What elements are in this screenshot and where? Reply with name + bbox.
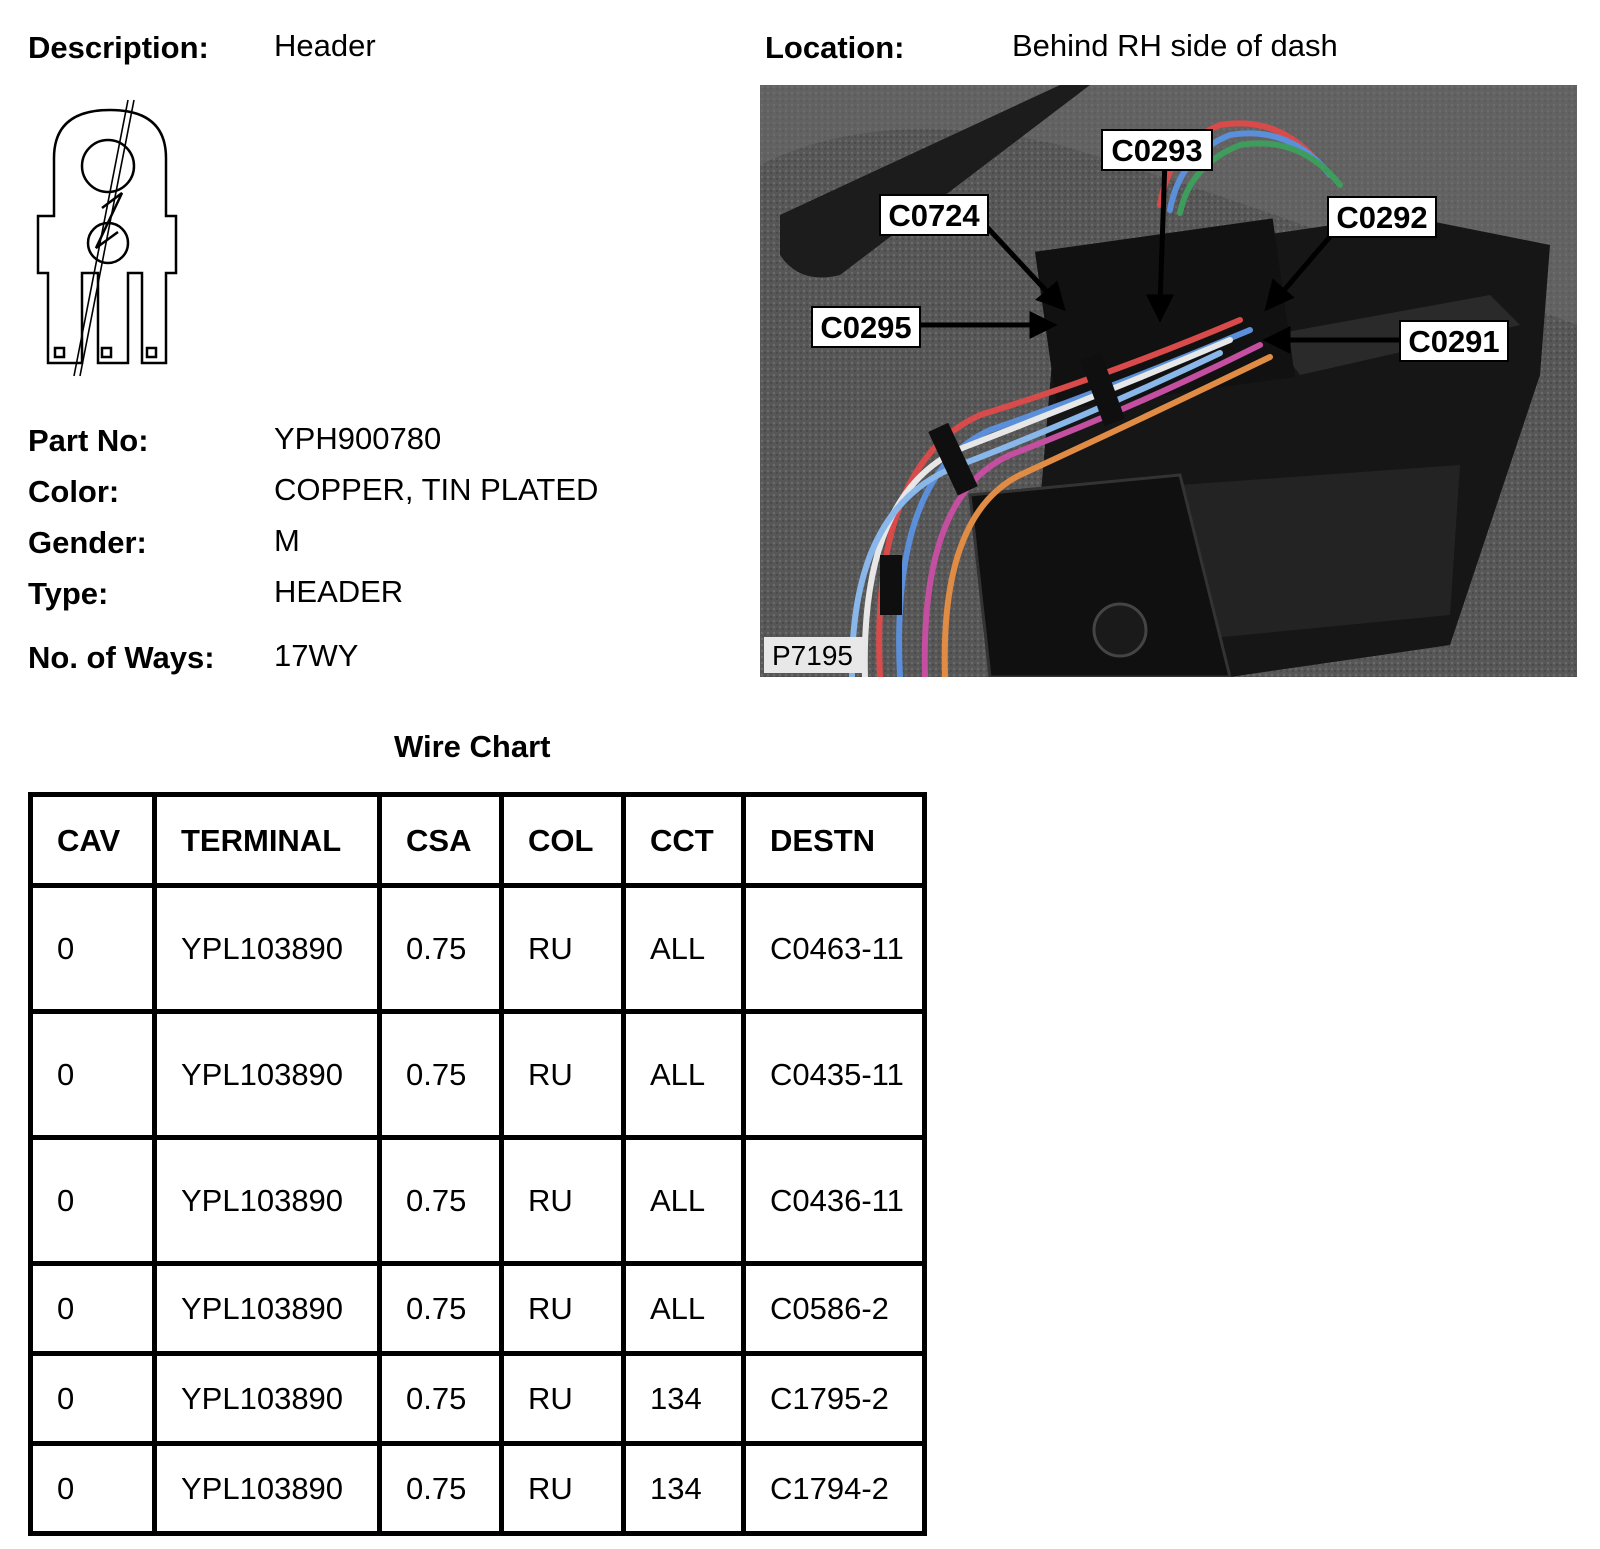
cell-cav: 0 (31, 1444, 155, 1534)
cell-csa: 0.75 (380, 1012, 502, 1138)
cell-csa: 0.75 (380, 1444, 502, 1534)
cell-destn: C0436-11 (744, 1138, 925, 1264)
cell-col: RU (502, 1264, 624, 1354)
cell-cav: 0 (31, 1354, 155, 1444)
cell-csa: 0.75 (380, 1264, 502, 1354)
cell-cct: ALL (624, 1264, 744, 1354)
cell-cav: 0 (31, 1138, 155, 1264)
location-label: Location: (765, 30, 905, 65)
cell-cav: 0 (31, 886, 155, 1012)
wire-chart-table (28, 792, 927, 1536)
col-header-destn: DESTN (744, 795, 925, 886)
cell-col: RU (502, 886, 624, 1012)
cell-col: RU (502, 1444, 624, 1534)
cell-cct: 134 (624, 1444, 744, 1534)
part-no-label: Part No: (28, 423, 149, 458)
cell-destn: C1795-2 (744, 1354, 925, 1444)
type-label: Type: (28, 576, 109, 611)
cell-terminal: YPL103890 (155, 1444, 380, 1534)
callout-c0295: C0295 (820, 310, 912, 345)
cell-destn: C0463-11 (744, 886, 925, 1012)
col-header-cav: CAV (31, 795, 155, 886)
description-value: Header (274, 28, 376, 63)
col-header-csa: CSA (380, 795, 502, 886)
cell-terminal: YPL103890 (155, 1264, 380, 1354)
ways-label: No. of Ways: (28, 640, 215, 675)
callout-c0724: C0724 (888, 198, 980, 233)
cell-csa: 0.75 (380, 1138, 502, 1264)
table-row (31, 886, 925, 1012)
wire-chart-title: Wire Chart (394, 729, 551, 764)
col-header-col: COL (502, 795, 624, 886)
cell-col: RU (502, 1354, 624, 1444)
callout-c0293: C0293 (1111, 133, 1203, 168)
cell-destn: C0435-11 (744, 1012, 925, 1138)
col-header-cct: CCT (624, 795, 744, 886)
cell-cct: 134 (624, 1354, 744, 1444)
description-label: Description: (28, 30, 209, 65)
cell-cct: ALL (624, 1012, 744, 1138)
cell-csa: 0.75 (380, 886, 502, 1012)
table-row (31, 1138, 925, 1264)
cell-col: RU (502, 1138, 624, 1264)
cell-cct: ALL (624, 1138, 744, 1264)
color-value: COPPER, TIN PLATED (274, 472, 599, 507)
cell-cav: 0 (31, 1264, 155, 1354)
callout-c0292: C0292 (1336, 200, 1428, 235)
cell-terminal: YPL103890 (155, 1354, 380, 1444)
cell-terminal: YPL103890 (155, 1138, 380, 1264)
gender-value: M (274, 523, 300, 558)
location-photo (760, 85, 1577, 677)
location-value: Behind RH side of dash (1012, 28, 1338, 63)
ways-value: 17WY (274, 638, 359, 673)
type-value: HEADER (274, 574, 404, 609)
cell-destn: C1794-2 (744, 1444, 925, 1534)
cell-terminal: YPL103890 (155, 886, 380, 1012)
part-no-value: YPH900780 (274, 421, 442, 456)
cell-terminal: YPL103890 (155, 1012, 380, 1138)
cell-cct: ALL (624, 886, 744, 1012)
figure-id: P7195 (772, 640, 853, 671)
cell-csa: 0.75 (380, 1354, 502, 1444)
table-row (31, 1012, 925, 1138)
gender-label: Gender: (28, 525, 147, 560)
table-row (31, 1264, 925, 1354)
color-label: Color: (28, 474, 120, 509)
cell-destn: C0586-2 (744, 1264, 925, 1354)
table-row (31, 1354, 925, 1444)
callout-c0291: C0291 (1408, 324, 1500, 359)
table-row (31, 1444, 925, 1534)
table-header-row (31, 795, 925, 886)
cell-cav: 0 (31, 1012, 155, 1138)
header-terminal-icon (30, 98, 190, 378)
cell-col: RU (502, 1012, 624, 1138)
col-header-terminal: TERMINAL (155, 795, 380, 886)
